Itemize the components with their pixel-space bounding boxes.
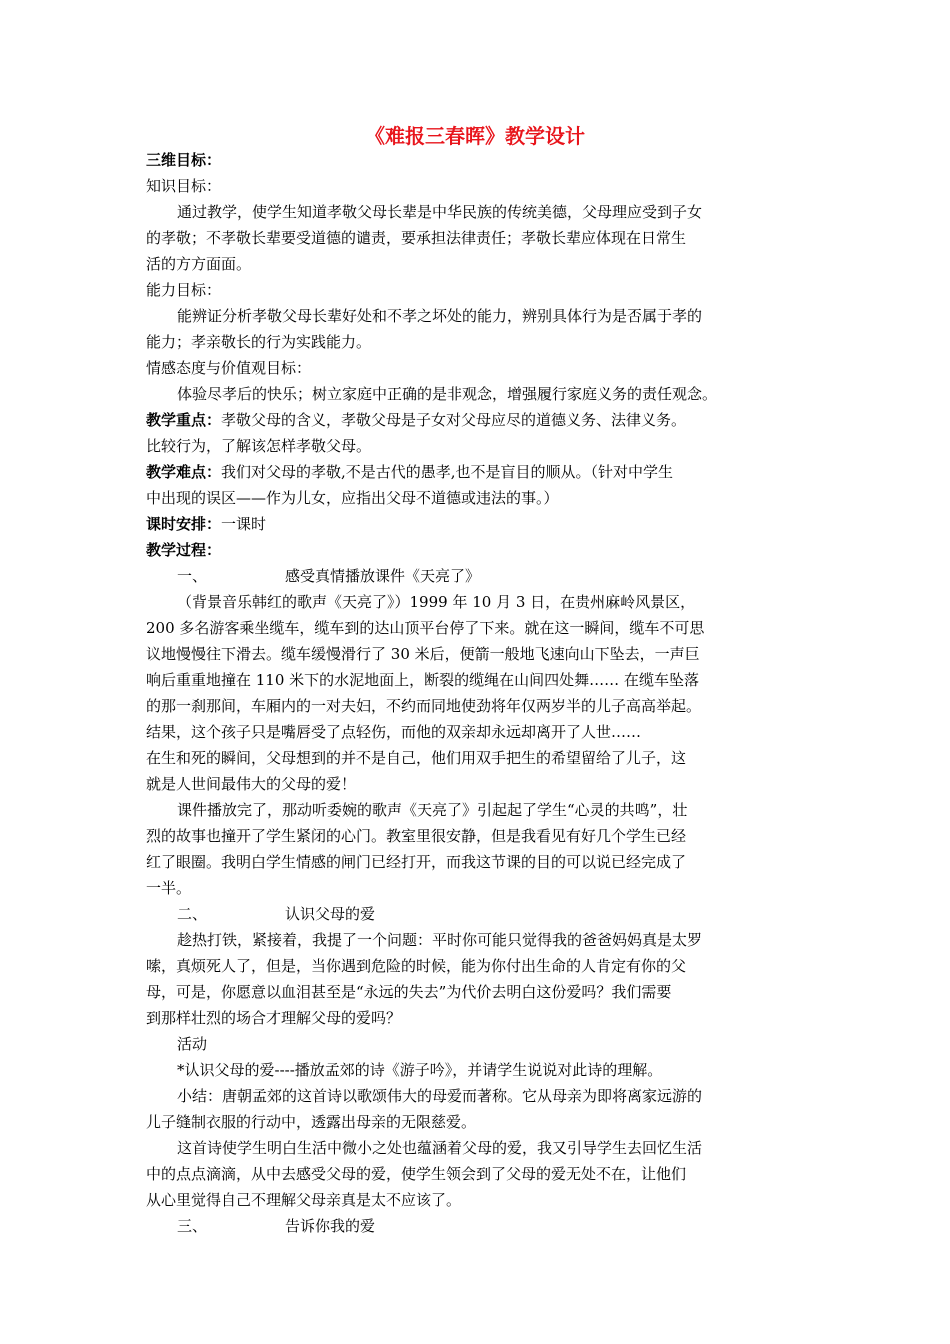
paragraph-line: 课件播放完了，那动听委婉的歌声《天亮了》引起起了学生“心灵的共鸣”，壮 [177, 801, 688, 819]
step-title: 感受真情播放课件《天亮了》 [285, 567, 481, 585]
knowledge-heading: 知识目标： [146, 177, 222, 195]
paragraph-line: 议地慢慢往下滑去。缆车缓慢滑行了 30 米后，便箭一般地飞速向山下坠去，一声巨 [146, 645, 700, 663]
schedule-label: 课时安排： [146, 515, 222, 533]
step-heading [177, 564, 480, 588]
paragraph-line: 就是人世间最伟大的父母的爱！ [146, 775, 357, 793]
ability-heading: 能力目标： [146, 281, 222, 299]
paragraph-line: 到那样壮烈的场合才理解父母的爱吗？ [146, 1009, 402, 1027]
paragraph-line: 中的点点滴滴，从中去感受父母的爱，使学生领会到了父母的爱无处不在，让他们 [146, 1165, 687, 1183]
paragraph-line: （背景音乐韩红的歌声《天亮了》）1999 年 10 月 3 日，在贵州麻岭风景区， [177, 593, 696, 611]
paragraph-line: 200 多名游客乘坐缆车，缆车到的达山顶平台停了下来。就在这一瞬间，缆车不可思 [146, 619, 705, 637]
paragraph-line: 结果，这个孩子只是嘴唇受了点轻伤，而他的双亲却永远却离开了人世…… [146, 723, 642, 741]
paragraph-line: 从心里觉得自己不理解父母亲真是太不应该了。 [146, 1191, 462, 1209]
summary-line: 小结：唐朝孟郊的这首诗以歌颂伟大的母爱而著称。它从母亲为即将离家远游的 [177, 1087, 703, 1105]
step-title: 认识父母的爱 [285, 905, 376, 923]
paragraph-line: 嗦，真烦死人了，但是，当你遇到危险的时候，能为你付出生命的人肯定有你的父 [146, 957, 687, 975]
step-title: 告诉你我的爱 [285, 1217, 376, 1235]
difficulty-text: 我们对父母的孝敬,不是古代的愚孝,也不是盲目的顺从。（针对中学生 [221, 463, 674, 481]
paragraph-line: 响后重重地撞在 110 米下的水泥地面上，断裂的缆绳在山间四处舞…… 在缆车坠落 [146, 671, 699, 689]
paragraph-line: 的那一刹那间，车厢内的一对夫妇，不约而同地使劲将年仅两岁半的儿子高高举起。 [146, 697, 702, 715]
difficulty-label: 教学难点： [146, 463, 222, 481]
key-points-line: 比较行为，了解该怎样孝敬父母。 [146, 437, 372, 455]
schedule [146, 512, 266, 536]
knowledge-line: 的孝敬；不孝敬长辈要受道德的谴责，要承担法律责任；孝敬长辈应体现在日常生 [146, 229, 687, 247]
difficulty [146, 460, 673, 484]
step-heading [177, 902, 375, 926]
paragraph-line: 烈的故事也撞开了学生紧闭的心门。教室里很安静，但是我看见有好几个学生已经 [146, 827, 687, 845]
document-title: 《难报三春晖》教学设计 [365, 124, 585, 148]
paragraph-line: 一半。 [146, 879, 192, 897]
step-heading [177, 1214, 375, 1238]
key-points-label: 教学重点： [146, 411, 222, 429]
summary-line: 儿子缝制衣服的行动中，透露出母亲的无限慈爱。 [146, 1113, 477, 1131]
activity-label: 活动 [177, 1035, 208, 1053]
goals-heading: 三维目标： [146, 151, 222, 169]
paragraph-line: 母，可是，你愿意以血泪甚至是“永远的失去”为代价去明白这份爱吗？我们需要 [146, 983, 672, 1001]
ability-line: 能力；孝亲敬长的行为实践能力。 [146, 333, 372, 351]
ability-line: 能辨证分析孝敬父母长辈好处和不孝之坏处的能力，辨别具体行为是否属于孝的 [177, 307, 703, 325]
emotion-line: 体验尽孝后的快乐；树立家庭中正确的是非观念，增强履行家庭义务的责任观念。 [177, 385, 718, 403]
step-number: 二、 [177, 905, 208, 923]
paragraph-line: 这首诗使学生明白生活中微小之处也蕴涵着父母的爱，我又引导学生去回忆生活 [177, 1139, 703, 1157]
step-number: 一、 [177, 567, 208, 585]
step-number: 三、 [177, 1217, 208, 1235]
key-points-text: 孝敬父母的含义，孝敬父母是子女对父母应尽的道德义务、法律义务。 [221, 411, 687, 429]
key-points [146, 408, 686, 432]
activity-line: *认识父母的爱----播放孟郊的诗《游子吟》，并请学生说说对此诗的理解。 [177, 1061, 663, 1079]
knowledge-line: 通过教学，使学生知道孝敬父母长辈是中华民族的传统美德，父母理应受到子女 [177, 203, 703, 221]
paragraph-line: 在生和死的瞬间，父母想到的并不是自己，他们用双手把生的希望留给了儿子，这 [146, 749, 687, 767]
process-heading: 教学过程： [146, 541, 222, 559]
knowledge-line: 活的方方面面。 [146, 255, 252, 273]
difficulty-line: 中出现的误区——作为儿女，应指出父母不道德或违法的事。） [146, 489, 559, 507]
emotion-heading: 情感态度与价值观目标： [146, 359, 312, 377]
paragraph-line: 红了眼圈。我明白学生情感的闸门已经打开，而我这节课的目的可以说已经完成了 [146, 853, 687, 871]
paragraph-line: 趁热打铁，紧接着，我提了一个问题：平时你可能只觉得我的爸爸妈妈真是太罗 [177, 931, 703, 949]
schedule-text: 一课时 [221, 515, 267, 533]
